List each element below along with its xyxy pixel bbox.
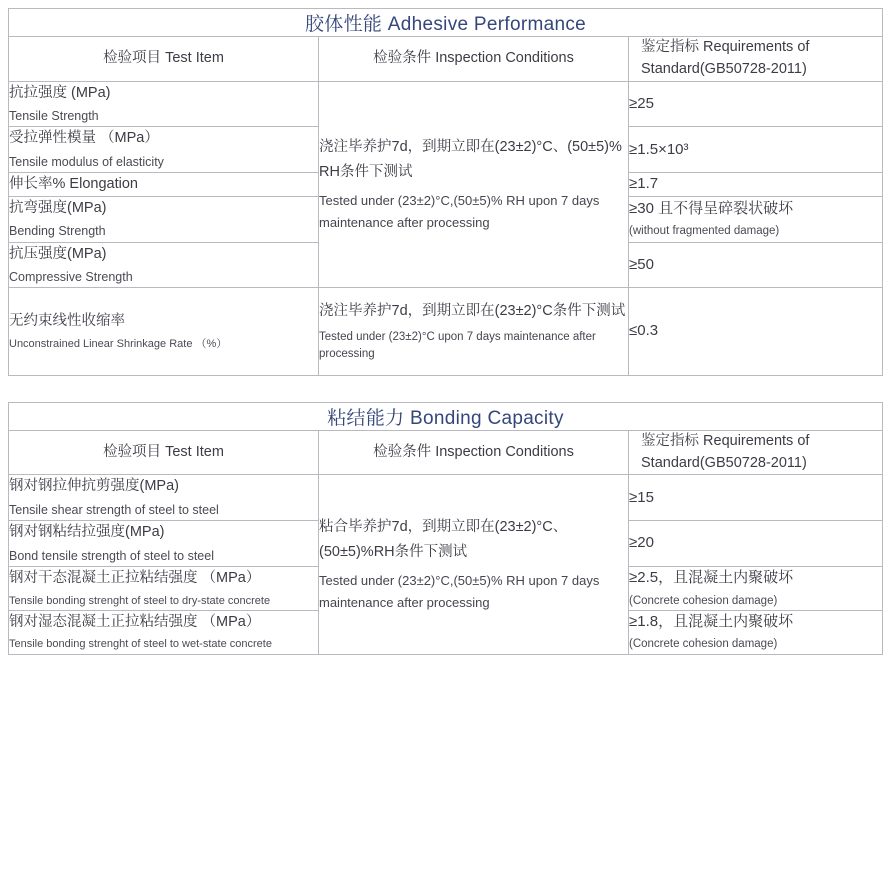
test-item-en: Tensile Strength: [9, 108, 99, 123]
test-item-cell: [9, 610, 319, 654]
requirement-main: ≥1.5×10³: [629, 140, 689, 158]
test-item-cell: [9, 475, 319, 521]
test-item-en: Bond tensile strength of steel to steel: [9, 548, 214, 563]
inspection-conditions-cell: [319, 81, 629, 288]
conditions-en: Tested under (23±2)°C,(50±5)% RH upon 7 days maintenance after processing: [319, 192, 600, 230]
table-row: [9, 81, 883, 127]
table-adhesive-performance: [8, 8, 883, 376]
requirement-main: ≥20: [629, 534, 654, 552]
header-requirements: [629, 430, 883, 475]
header-inspection-conditions: [319, 37, 629, 82]
conditions-en: Tested under (23±2)°C,(50±5)% RH upon 7 days maintenance after processing: [319, 572, 600, 610]
test-item-cell: [9, 242, 319, 288]
header-inspection-conditions: [319, 430, 629, 475]
requirement-main: ≥25: [629, 94, 654, 112]
test-item-en: Bending Strength: [9, 224, 106, 239]
test-item-cell: [9, 521, 319, 567]
requirement-cell: [629, 521, 883, 567]
header-conditions-cn: 检验条件: [373, 443, 432, 460]
test-item-cell: [9, 173, 319, 197]
requirement-cell: [629, 242, 883, 288]
table-bonding-capacity: [8, 402, 883, 655]
requirement-sub: (Concrete cohesion damage): [629, 594, 778, 607]
header-test-item-cn: 检验项目: [103, 443, 162, 460]
conditions-cn: 浇注毕养护7d，到期立即在(23±2)°C条件下测试: [319, 303, 626, 320]
inspection-conditions-cell: [319, 288, 629, 376]
test-item-cn: 钢对钢粘结拉强度(MPa): [9, 524, 165, 541]
test-item-en: Tensile shear strength of steel to steel: [9, 502, 219, 517]
test-item-cn: 抗压强度(MPa): [9, 245, 107, 262]
conditions-cn: 粘合毕养护7d，到期立即在(23±2)°C、(50±5)%RH条件下测试: [319, 519, 568, 561]
header-requirements-cn: 鉴定指标: [641, 432, 699, 449]
requirement-cell: [629, 610, 883, 654]
requirement-cell: [629, 127, 883, 173]
requirement-cell: [629, 475, 883, 521]
header-test-item: [9, 430, 319, 475]
requirement-cell: [629, 288, 883, 376]
requirement-cell: [629, 81, 883, 127]
test-item-cn: 受拉弹性模量 （MPa）: [9, 130, 159, 147]
requirement-main: ≤0.3: [629, 322, 659, 340]
table-title-row: [9, 9, 883, 37]
header-requirements-cn: 鉴定指标: [641, 39, 699, 55]
test-item-en: Tensile bonding strenght of steel to dry-state concrete: [9, 594, 271, 607]
requirement-cell: [629, 196, 883, 242]
requirement-main: ≥1.8，且混凝土内聚破坏: [629, 612, 794, 630]
table-title: [9, 9, 883, 37]
requirement-sub: (Concrete cohesion damage): [629, 638, 778, 651]
inspection-conditions-cell: [319, 475, 629, 654]
header-requirements: [629, 37, 883, 82]
test-item-cell: [9, 81, 319, 127]
table-row: [9, 288, 883, 376]
test-item-en: Compressive Strength: [9, 270, 133, 284]
table-title-cn: 粘结能力: [327, 407, 405, 429]
test-item-cell: [9, 567, 319, 611]
header-test-item-cn: 检验项目: [103, 49, 162, 66]
table-title: [9, 402, 883, 430]
test-item-cell: [9, 288, 319, 376]
conditions-cn: 浇注毕养护7d，到期立即在(23±2)°C、(50±5)% RH条件下测试: [319, 138, 622, 181]
test-item-cell: [9, 196, 319, 242]
header-test-item: [9, 37, 319, 82]
test-item-cn: 抗拉强度 (MPa): [9, 84, 111, 101]
header-conditions-en: Inspection Conditions: [435, 443, 574, 460]
requirement-cell: [629, 173, 883, 197]
table-spacer: [8, 376, 882, 402]
table-title-en: Adhesive Performance: [387, 14, 587, 35]
table-header-row: [9, 430, 883, 475]
header-test-item-en: Test Item: [165, 443, 224, 460]
test-item-en: Tensile bonding strenght of steel to wet-state concrete: [9, 638, 272, 651]
table-title-en: Bonding Capacity: [410, 407, 564, 429]
header-requirements-en: Requirements of Standard(GB50728-2011): [641, 39, 810, 77]
header-requirements-en: Requirements of Standard(GB50728-2011): [641, 432, 810, 471]
table-header-row: [9, 37, 883, 82]
table-title-cn: 胶体性能: [305, 14, 383, 35]
header-conditions-cn: 检验条件: [373, 49, 432, 66]
conditions-en: Tested under (23±2)°C upon 7 days maintenance after processing: [319, 330, 596, 361]
table-row: [9, 475, 883, 521]
requirement-main: ≥2.5，且混凝土内聚破坏: [629, 569, 794, 587]
header-test-item-en: Test Item: [165, 49, 224, 66]
test-item-cn: 无约束线性收缩率: [9, 313, 125, 330]
test-item-en: Unconstrained Linear Shrinkage Rate （%）: [9, 337, 228, 350]
test-item-cn: 伸长率% Elongation: [9, 176, 138, 193]
test-item-cn: 抗弯强度(MPa): [9, 199, 107, 216]
table-title-row: [9, 402, 883, 430]
test-item-cn: 钢对干态混凝土正拉粘结强度 （MPa）: [9, 570, 261, 587]
requirement-sub: (without fragmented damage): [629, 225, 780, 238]
test-item-cn: 钢对湿态混凝土正拉粘结强度 （MPa）: [9, 613, 261, 630]
requirement-main: ≥15: [629, 488, 654, 506]
requirement-main: ≥50: [629, 255, 654, 273]
requirement-main: ≥1.7: [629, 175, 659, 193]
requirement-main: ≥30 且不得呈碎裂状破坏: [629, 199, 794, 217]
requirement-cell: [629, 567, 883, 611]
test-item-cell: [9, 127, 319, 173]
test-item-en: Tensile modulus of elasticity: [9, 154, 164, 169]
header-conditions-en: Inspection Conditions: [435, 49, 574, 66]
test-item-cn: 钢对钢拉伸抗剪强度(MPa): [9, 478, 179, 495]
